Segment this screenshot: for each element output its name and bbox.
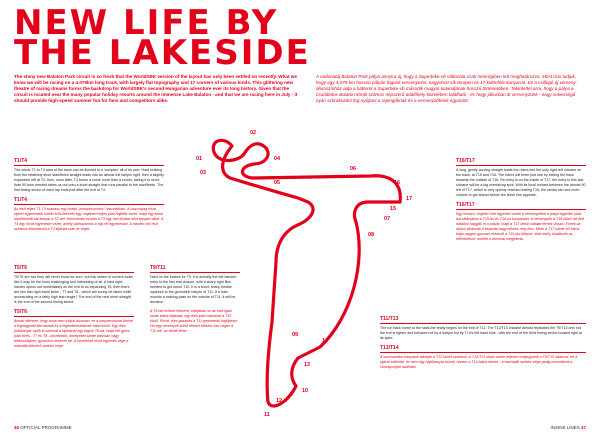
section-heading-hu: T1/T4 (14, 197, 164, 205)
section-text-hu: A szomszédos kanyarok alkotják a T12 körüli szakaszt. A T12/T13 sikán szinte teljesen megegyezik a T9/T10 sikánnal, de a kijárat szűkebb, és nem egy hajtűkanyar követi, hanem a T14 balos törése - a harmadik szektor vége pedig közvetlenül a csúcspontján található. (380, 355, 578, 369)
section-heading: T1/T4 (14, 158, 164, 166)
turn-label-10: 10 (302, 388, 309, 394)
section-heading-hu: T16/T17 (456, 202, 586, 210)
section-heading-hu: T5/T6 (14, 309, 134, 317)
turn-label-14: 14 (322, 338, 329, 344)
footer-left-text: OFFICIAL PROGRAMME (20, 425, 72, 430)
footer-left (14, 425, 72, 430)
turn-label-16: 16 (394, 180, 401, 186)
turn-label-13: 13 (304, 362, 311, 368)
turn-label-11: 11 (264, 412, 270, 418)
section-heading: T9/T11 (150, 265, 240, 273)
turn-label-01: 01 (196, 156, 203, 162)
page-number-right: 47 (580, 425, 586, 430)
turn-label-04: 04 (274, 156, 281, 162)
footer-right-text: INSIDE LINES (550, 425, 580, 430)
turn-label-12: 12 (276, 398, 283, 404)
section-heading-hu: T13/T14 (380, 345, 586, 353)
turn-label-05: 05 (274, 180, 281, 186)
title-line-2: THE LAKESIDE (14, 33, 311, 73)
section-heading: T5/T6 (14, 265, 134, 273)
turn-label-02: 02 (250, 130, 257, 136)
section-heading: T11/T13 (380, 316, 586, 324)
turn-label-17: 17 (406, 196, 413, 202)
section-heading: T16/T17 (456, 158, 586, 166)
section-t1-t4 (14, 158, 164, 232)
intro-hungarian: A vadonatúj Balaton Park pálya annyira új, hogy a Superbike-vb változata csak nemrégiben lett meghatározva. Most már tudjuk, hogy egy 4,075 km hosszú pályán fogunk versenyezni, nagyrészt sík terepen és 17 különféle kanyarral. Ez a csillogó új verseny-álomszínház adja a hátteret a Superbike-vb második magyar kalandjának hosszú történetében. Tekintettel arra, hogy a pálya a csodálatos Balaton körüli számos népszerű üdülőhely közelében található - és hogy júliusban itt versenyzünk - nagy sebességű nyári szórakozást fog nyújtani a rajongóknak és a versenyzőknek egyaránt. (316, 74, 578, 104)
footer-right (550, 425, 586, 430)
turn-label-08: 08 (368, 232, 375, 238)
section-text-en: T5/T6 are two they will never know for sure, but this series of corners looks like it may be the most challenging and interesting of all. A hard right-hander opens out immediately on the exit to an expanding T6, then there are two fast right-hand kinks - T7 and T8 - which will surely be taken while accelerating on a fairly high lean angle? The end of the next short straight is the end of the second timing sector. (14, 275, 134, 304)
section-text-en: Hard on the brakes for T9, it is actually the left-handed entry to the first real closure, with a sharp right flick needed to get round T10. It is a short, sharp throttle squeeze to the geometric hairpin of T11. If a rider mounts a braking pass on the outside of T11, it will be decisive. (150, 275, 237, 304)
section-text-hu: Az első teljes T1-T4 szakasz egy önálló „komplexumhoz” hasonlítható. A viszonylag rövid rajtcél egyenesből induló erős fékezés egy majdnem teljes jobb hajtűbe vezet, majd egy kissé kiszélesedő bal kanyar a T2-nél. Nemsokára ezután a T3 egy ívet inkább mint kanyart alkot. A T4 egy rövid egyenesre vezet, amely párhuzamos a rajt-cél egyenessel. A minden kör első szektora közvetlenül a T4 kijárata után ér véget. (14, 207, 164, 231)
section-text-hu: Annak ellenére, hogy soha nem tudjuk biztosan, ez a kanyarsorozat tűnhet a legnagyobb kihívásnak és a legérdekesebbnek mind közül. Egy éles jobbkanyar nyílik ki azonnal a kijáratnál egy táguló T6-ba, majd két gyors jobb törés - T7 és T8 - következik, amelyeket szinte biztosan nagy dőlésszögben, gyorsítva vesznek be. A következő rövid egyenes vége a második időmérő szektor vége. (14, 319, 133, 348)
turn-label-09: 09 (292, 332, 299, 338)
section-text-hu: A T9-nél erősen fékezve, valójában ez az első igazi zárás balos bejárata, egy éles jobb csavarral a T10 körül. Rövid, éles gázadás a T11 geometriai hajtűjéhez. Ha egy versenyző külső fékező előzést visz végbe a T11-nél, az döntő lehet. (150, 309, 239, 333)
turn-label-06: 06 (350, 166, 357, 172)
section-t16-t17 (456, 158, 586, 242)
section-text-hu: Egy hosszú, enyhén ívelt egyenes vezeti a versenyzőket a pálya egyetlen jobb-bal sikánjához a T15-ös és T16-os kanyarban. A versenyzők a T16 külső íve felé haladva hagyják el a pályát, majd a T17 belső oldalán térnek vissza. Ennek az utolsó sikánnak a bejárata nagy előzési hely lesz. Mivel a T17 szinte 90 fokos balja nagyon gyorsan elérhető a T16-ból kilépve, több esély kínálkozik az előretörésre, mielőtt a célvonal megjelenik. (456, 212, 585, 241)
section-text-en: A long, gently curving straight leads the riders into the only right-left chicane on the track, at T15 and T16. The riders will enter just one by exiting the track towards the outside of T16. Re-entry is on the inside of T17, the entry to this last chicane will be a big overtaking spot. With its local contact between the almost 90 left of T17, which is very quickly reached exiting T16, the media can see more chance to get ahead before the finish line appears. (456, 168, 586, 197)
section-text-en: The whole T1 to T4 area of the track can be likened to a 'complex' all of its own. Hard braking from the relatively short start/finish straight leads into an almost full hairpin right, then a slightly expansive left at T2, then, soon after, T3 forms a curve more than a corner, taking it to more than 90 from needed takes us out onto a short straight that runs parallel to the start/finish. The first timing sector of each lap ends just after the exit of T4. (14, 168, 164, 192)
track-map (180, 112, 430, 422)
section-t5-t6 (14, 265, 134, 349)
intro-english: The shiny new Balaton Park circuit is so fresh that the WorldSBK version of the layout has only been settled on recently. What we know we will be racing on a 4.075km long track, with largely flat topography and 17 corners of various kinds. This glittering new theatre of racing dreams forms the backdrop for WorldSBK's second Hungarian adventure ever its long history. Given that the circuit is located near the many popular holiday resorts around the immense Lake Balaton - and that we are racing here in July - it should provide high-speed summer fun for fans and competitors alike. (14, 74, 298, 104)
section-text-en: The run back home to the start-line really begins on the exit of T11. The T12/T13 chicane almost replicates the T9/T10 one, but the exit is tighter and followed not by a hairpin but by T14's left hand kink - with the end of the third timing sector located right at its apex. (380, 326, 582, 340)
turn-label-15: 15 (390, 206, 397, 212)
turn-label-07: 07 (384, 216, 391, 222)
page-number-left: 46 (14, 425, 20, 430)
turn-label-03: 03 (200, 170, 207, 176)
title-line-1: NEW LIFE BY (14, 3, 279, 43)
